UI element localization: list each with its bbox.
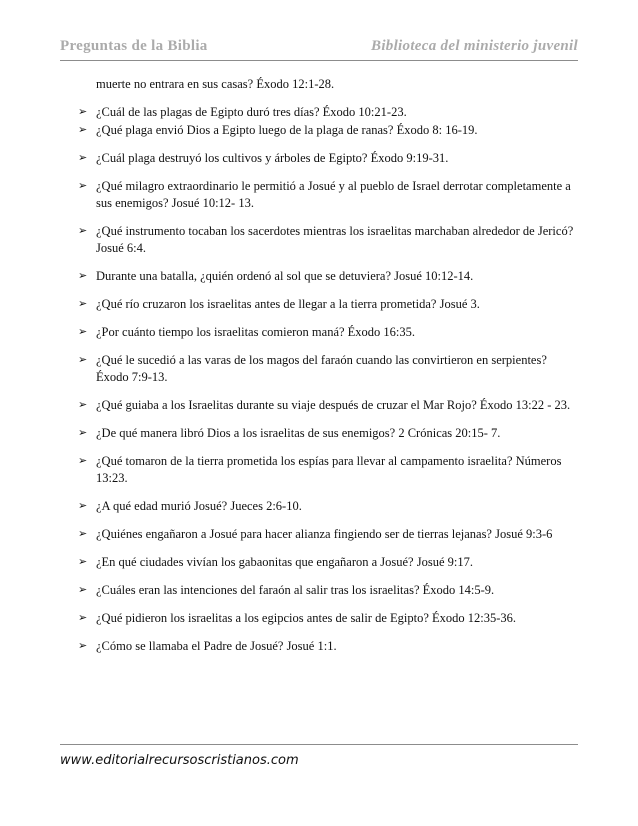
question-item [78, 223, 576, 257]
question-item [78, 324, 576, 341]
question-item [78, 397, 576, 414]
question-item [78, 296, 576, 313]
question-text: ¿Quiénes engañaron a Josué para hacer alianza fingiendo ser de tierras lejanas? Josué 9:3-6 [96, 527, 553, 541]
question-text: ¿A qué edad murió Josué? Jueces 2:6-10. [96, 499, 302, 513]
question-text: ¿Qué instrumento tocaban los sacerdotes mientras los israelitas marchaban alrededor de Jericó? Josué 6:4. [96, 224, 574, 255]
question-text: ¿Cómo se llamaba el Padre de Josué? Josué 1:1. [96, 639, 337, 653]
question-text: ¿Cuál de las plagas de Egipto duró tres días? Éxodo 10:21-23. [96, 105, 407, 119]
question-item [78, 453, 576, 487]
continued-question-text: muerte no entrara en sus casas? Éxodo 12:1-28. [96, 77, 335, 91]
arrow-bullet-icon: ➢ [78, 225, 88, 237]
question-item [78, 526, 576, 543]
arrow-bullet-icon: ➢ [78, 106, 88, 118]
arrow-bullet-icon: ➢ [78, 152, 88, 164]
question-text: ¿Qué tomaron de la tierra prometida los espías para llevar al campamento israelita? Números 13:23. [96, 454, 562, 485]
arrow-bullet-icon: ➢ [78, 298, 88, 310]
page-footer [60, 744, 578, 769]
question-text: ¿Qué río cruzaron los israelitas antes de llegar a la tierra prometida? Josué 3. [96, 297, 480, 311]
question-text: Durante una batalla, ¿quién ordenó al sol que se detuviera? Josué 10:12-14. [96, 269, 474, 283]
question-text: ¿De qué manera libró Dios a los israelitas de sus enemigos? 2 Crónicas 20:15- 7. [96, 426, 501, 440]
question-text: ¿Por cuánto tiempo los israelitas comieron maná? Éxodo 16:35. [96, 325, 416, 339]
arrow-bullet-icon: ➢ [78, 584, 88, 596]
question-item [78, 150, 576, 167]
question-item [78, 610, 576, 627]
question-item [78, 268, 576, 285]
question-item [78, 638, 576, 655]
question-item [78, 104, 576, 121]
arrow-bullet-icon: ➢ [78, 556, 88, 568]
question-text: ¿Qué le sucedió a las varas de los magos del faraón cuando las convirtieron en serpientes? Éxodo 7:9-13. [96, 353, 547, 384]
question-text: ¿Qué milagro extraordinario le permitió a Josué y al pueblo de Israel derrotar completamente a sus enemigos? Josué 10:12- 13. [96, 179, 571, 210]
question-text: ¿Qué plaga envió Dios a Egipto luego de la plaga de ranas? Éxodo 8: 16-19. [96, 123, 478, 137]
question-text: ¿Qué guiaba a los Israelitas durante su viaje después de cruzar el Mar Rojo? Éxodo 13:22 - 23. [96, 398, 571, 412]
arrow-bullet-icon: ➢ [78, 528, 88, 540]
question-item [78, 582, 576, 599]
question-text: ¿Cuál plaga destruyó los cultivos y árboles de Egipto? Éxodo 9:19-31. [96, 151, 449, 165]
question-text: ¿Qué pidieron los israelitas a los egipcios antes de salir de Egipto? Éxodo 12:35-36. [96, 611, 517, 625]
question-item [78, 498, 576, 515]
arrow-bullet-icon: ➢ [78, 124, 88, 136]
question-text: ¿En qué ciudades vivían los gabaonitas que engañaron a Josué? Josué 9:17. [96, 555, 473, 569]
question-item [78, 425, 576, 442]
arrow-bullet-icon: ➢ [78, 399, 88, 411]
question-item [78, 122, 576, 139]
arrow-bullet-icon: ➢ [78, 180, 88, 192]
arrow-bullet-icon: ➢ [78, 640, 88, 652]
arrow-bullet-icon: ➢ [78, 270, 88, 282]
footer-website-link[interactable]: www.editorialrecursoscristianos.com [60, 753, 299, 768]
question-item [78, 554, 576, 571]
arrow-bullet-icon: ➢ [78, 500, 88, 512]
question-list [78, 76, 576, 666]
arrow-bullet-icon: ➢ [78, 427, 88, 439]
arrow-bullet-icon: ➢ [78, 455, 88, 467]
question-item [78, 352, 576, 386]
arrow-bullet-icon: ➢ [78, 326, 88, 338]
question-text: ¿Cuáles eran las intenciones del faraón al salir tras los israelitas? Éxodo 14:5-9. [96, 583, 495, 597]
header-title: Preguntas de la Biblia [60, 38, 208, 54]
header-subtitle: Biblioteca del ministerio juvenil [371, 38, 578, 54]
arrow-bullet-icon: ➢ [78, 354, 88, 366]
arrow-bullet-icon: ➢ [78, 612, 88, 624]
question-item [78, 178, 576, 212]
page-header [60, 34, 578, 61]
